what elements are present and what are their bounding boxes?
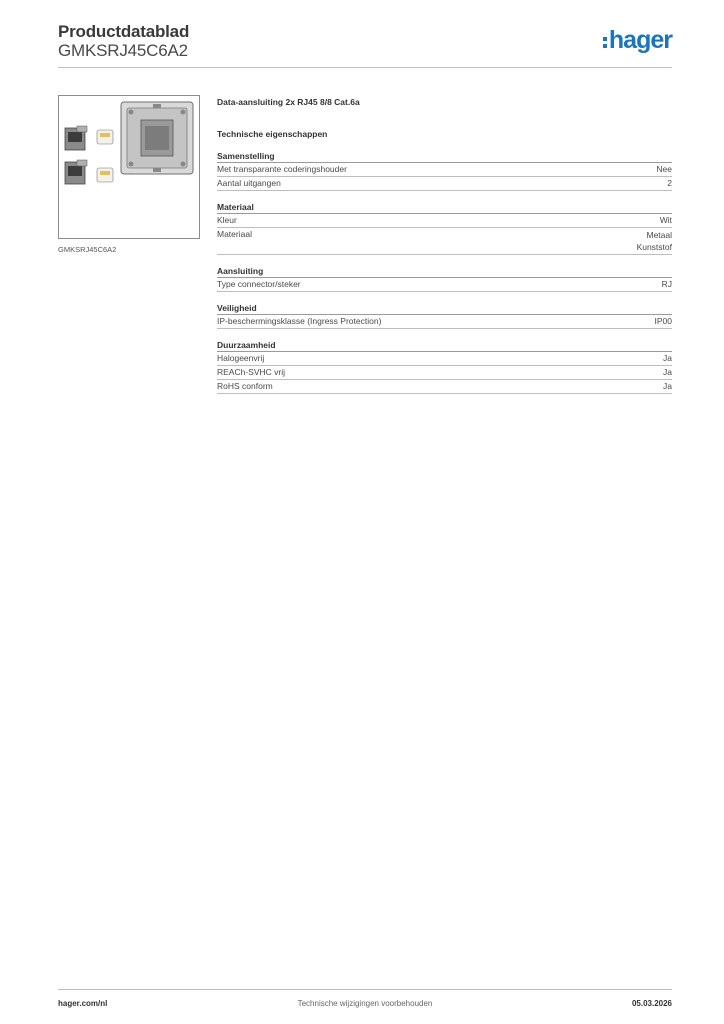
spec-label: Met transparante coderingshouder <box>217 164 347 174</box>
spec-group-materiaal <box>217 201 672 255</box>
spec-value: 2 <box>667 178 672 188</box>
spec-value: Metaal <box>646 230 672 240</box>
spec-value: RJ <box>661 279 672 289</box>
spec-label: Aantal uitgangen <box>217 178 281 188</box>
hager-logo <box>603 26 672 54</box>
logo-dots-icon <box>603 37 607 48</box>
spec-row <box>217 278 672 292</box>
page-header <box>58 22 672 68</box>
spec-value: Ja <box>663 381 672 391</box>
spec-group-veiligheid <box>217 302 672 329</box>
spec-row <box>217 366 672 380</box>
footer-date: 05.03.2026 <box>631 999 672 1008</box>
spec-label: Materiaal <box>217 229 252 239</box>
spec-label: IP-beschermingsklasse (Ingress Protection) <box>217 316 382 326</box>
spec-label: Type connector/steker <box>217 279 301 289</box>
spec-group-duurzaamheid <box>217 339 672 394</box>
spec-group-aansluiting <box>217 265 672 292</box>
spec-row <box>217 214 672 228</box>
product-description: Data-aansluiting 2x RJ45 8/8 Cat.6a <box>217 97 360 107</box>
spec-row <box>217 177 672 191</box>
spec-group-samenstelling <box>217 150 672 191</box>
spec-value: IP00 <box>654 316 672 326</box>
group-heading: Duurzaamheid <box>217 339 672 352</box>
group-heading: Veiligheid <box>217 302 672 315</box>
document-title: Productdatablad <box>58 22 190 41</box>
spec-value: Ja <box>663 367 672 377</box>
product-code: GMKSRJ45C6A2 <box>58 41 188 60</box>
page-footer <box>58 989 672 1013</box>
spec-label: Kleur <box>217 215 237 225</box>
product-image <box>58 95 200 239</box>
spec-value: Kunststof <box>636 242 672 252</box>
group-heading: Materiaal <box>217 201 672 214</box>
spec-row <box>217 315 672 329</box>
spec-row <box>217 163 672 177</box>
spec-value-multi <box>637 229 672 253</box>
spec-value: Nee <box>656 164 672 174</box>
section-title: Technische eigenschappen <box>217 129 328 139</box>
spec-value: Wit <box>659 215 672 225</box>
spec-value: Ja <box>663 353 672 363</box>
spec-label: RoHS conform <box>217 381 273 391</box>
logo-text: hager <box>608 25 672 54</box>
product-illustration-icon <box>59 96 199 238</box>
group-heading: Aansluiting <box>217 265 672 278</box>
image-caption: GMKSRJ45C6A2 <box>58 245 117 254</box>
spec-row <box>217 380 672 394</box>
spec-label: REACh-SVHC vrij <box>217 367 286 377</box>
spec-row <box>217 228 672 255</box>
group-heading: Samenstelling <box>217 150 672 163</box>
spec-content <box>217 95 672 394</box>
spec-label: Halogeenvrij <box>217 353 265 363</box>
footer-website-link[interactable]: hager.com/nl <box>58 999 108 1008</box>
footer-notice: Technische wijzigingen voorbehouden <box>297 999 433 1008</box>
spec-row <box>217 352 672 366</box>
